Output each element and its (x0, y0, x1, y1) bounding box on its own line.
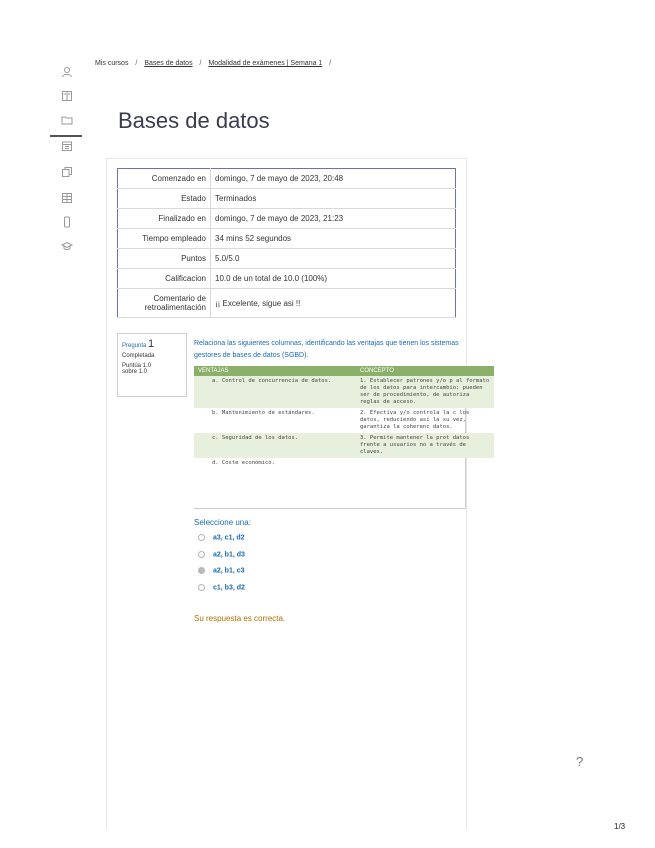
answer-option[interactable] (198, 551, 245, 558)
header-ventajas: VENTAJAS (194, 366, 356, 376)
summary-label: Estado (118, 189, 211, 209)
summary-value: domingo, 7 de mayo de 2023, 21:23 (211, 209, 456, 229)
matching-row (194, 433, 494, 458)
attempt-summary-table (117, 168, 456, 318)
radio-button[interactable] (198, 534, 205, 541)
question-info (117, 333, 187, 397)
phone-icon[interactable] (60, 216, 74, 230)
matching-header (194, 366, 494, 376)
breadcrumb-separator: / (199, 60, 202, 67)
summary-row (118, 169, 456, 189)
radio-button-selected[interactable] (198, 567, 205, 574)
page-title: Bases de datos (118, 108, 270, 133)
option-label: a2, b1, d3 (213, 551, 245, 559)
ventaja-cell: c. Seguridad de los datos. (194, 433, 356, 458)
book-icon[interactable] (60, 90, 74, 104)
grid-icon[interactable] (60, 192, 74, 206)
concepto-cell: 1. Establecer patrones y/o p al formato de los datos para intercambio; pueden ser de procedimiento, de autoriza reglas de acceso. (356, 376, 494, 408)
question-points: Puntúa 1.0 sobre 1.0 (122, 363, 152, 375)
concepto-cell: 2. Efectiva y/o controla la c los datos, reduciendo así la su vez, garantiza la coherenc datos. (360, 410, 470, 430)
summary-row (118, 189, 456, 209)
breadcrumb-separator: / (135, 60, 138, 67)
graduation-cap-icon[interactable] (60, 240, 74, 254)
question-text: Relaciona las siguientes columnas, identificando las ventajas que tienen los sistemas gestores de bases de datos (SGBD). (194, 340, 459, 359)
answer-option[interactable] (198, 584, 245, 591)
matching-table-container[interactable] (194, 366, 490, 509)
matching-row (194, 376, 494, 408)
question-label: Pregunta (122, 343, 147, 349)
help-icon[interactable]: ? (576, 754, 584, 769)
question-status: Completada (122, 353, 155, 359)
header-concepto: CONCEPTO (356, 366, 494, 376)
breadcrumb-my-courses[interactable]: Mis cursos (95, 60, 129, 67)
concepto-cell: 3. Permite mantener la prot datos frente a usuarios no a través de claves. (356, 433, 494, 458)
matching-row (194, 458, 494, 469)
summary-label: Comentario de retroalimentación (118, 289, 211, 318)
copy-icon[interactable] (60, 166, 74, 180)
question-number (122, 338, 182, 350)
answer-option[interactable] (198, 534, 245, 541)
summary-label: Calificacion (118, 269, 211, 289)
summary-value: Terminados (211, 189, 456, 209)
summary-label: Finalizado en (118, 209, 211, 229)
summary-row (118, 229, 456, 249)
concepto-cell (356, 458, 494, 469)
radio-button[interactable] (198, 551, 205, 558)
ventaja-cell: a. Control de concurrencia de datos. (194, 376, 356, 408)
ventaja-cell: d. Coste económico. (212, 460, 275, 466)
summary-row (118, 289, 456, 318)
breadcrumb-separator: / (329, 60, 332, 67)
ventaja-cell: b. Mantenimiento de estándares. (212, 410, 315, 416)
summary-label: Tiempo empleado (118, 229, 211, 249)
active-nav-indicator (50, 135, 82, 137)
summary-value: domingo, 7 de mayo de 2023, 20:48 (211, 169, 456, 189)
summary-row (118, 269, 456, 289)
summary-label: Puntos (118, 249, 211, 269)
matching-table (194, 366, 494, 469)
summary-value: 5.0/5.0 (211, 249, 456, 269)
option-label: a3, c1, d2 (213, 534, 245, 542)
summary-value: 34 mins 52 segundos (211, 229, 456, 249)
question-number-value: 1 (148, 338, 155, 350)
breadcrumb (95, 60, 336, 67)
summary-value: 10.0 de un total de 10.0 (100%) (211, 269, 456, 289)
breadcrumb-exam[interactable]: Modalidad de exámenes | Semana 1 (208, 60, 323, 67)
folder-icon[interactable] (60, 114, 74, 128)
summary-row (118, 249, 456, 269)
radio-button[interactable] (198, 584, 205, 591)
option-label: c1, b3, d2 (213, 584, 245, 592)
answer-option-selected[interactable] (198, 567, 245, 574)
user-icon[interactable] (60, 66, 74, 80)
option-label: a2, b1, c3 (213, 567, 245, 575)
select-label: Seleccione una: (194, 518, 251, 527)
page-counter: 1/3 (614, 822, 626, 831)
calendar-icon[interactable] (60, 140, 74, 154)
summary-value: ¡¡ Excelente, sigue asi !! (211, 289, 456, 318)
breadcrumb-course[interactable]: Bases de datos (144, 60, 193, 67)
summary-row (118, 209, 456, 229)
matching-row (194, 408, 494, 433)
feedback-text: Su respuesta es correcta. (194, 614, 286, 623)
summary-label: Comenzado en (118, 169, 211, 189)
